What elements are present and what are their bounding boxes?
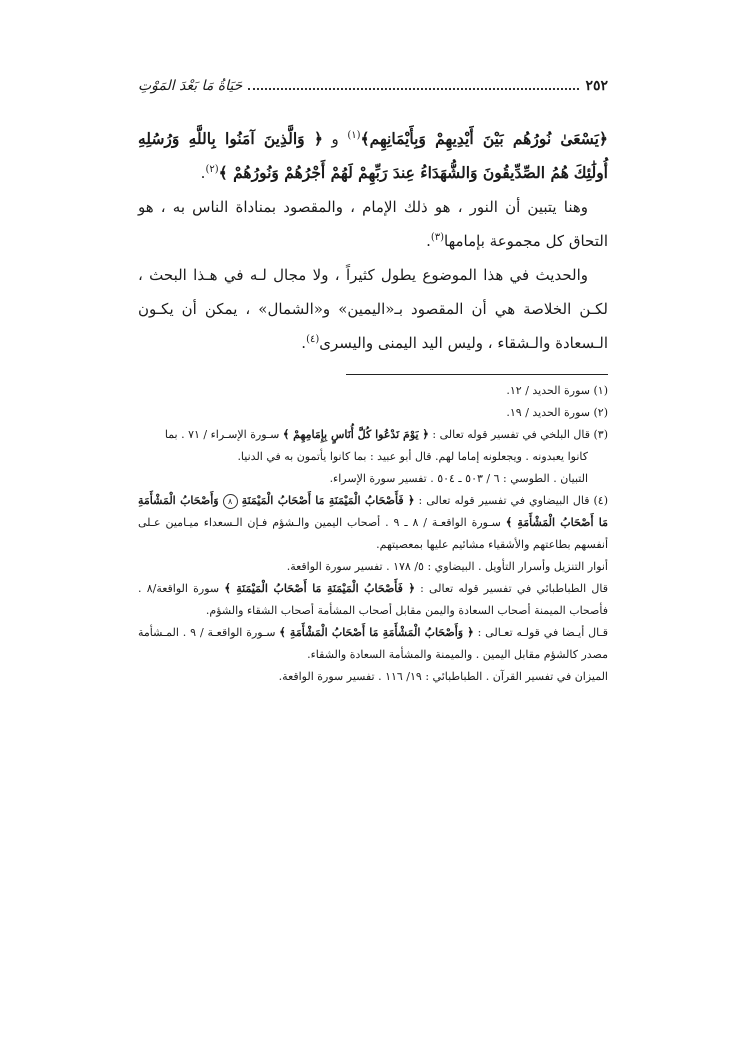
footnote-4-source-mizan: الميزان في تفسير القرآن . الطباطبائي : ١٩/ ١١٦ . تفسير سورة الواقعة. [278, 670, 608, 683]
paragraph-2-text: وهنا يتبين أن النور ، هو ذلك الإمام ، والمقصود بمناداة الناس به ، هو التحاق كل مجموعة بإمامها [138, 198, 608, 250]
footnote-3 [138, 424, 608, 446]
verse-end: . [200, 164, 206, 182]
footnote-4-tabatabai [138, 578, 608, 622]
footnote-3-line-2: كانوا يعبدونه . ويجعلونه إماما لهم. قال أبو عبيد : بما كانوا يأتمون به في الدنيا. [237, 450, 588, 463]
footnote-4-intro: (٤) قال البيضاوي في تفسير قوله تعالى : [414, 494, 608, 507]
verse-quote-2b: هُمُ الصِّدِّيقُونَ وَالشُّهَدَاءُ عِندَ رَبِّهِمْ لَهُمْ أَجْرُهُمْ وَنُورُهُمْ ﴾ [218, 163, 569, 182]
footnote-ref-1: (١) [347, 130, 361, 141]
footnote-2: (٢) سورة الحديد / ١٩. [506, 406, 608, 419]
paragraph-quran-verses [138, 122, 608, 190]
paragraph-2-end: . [426, 232, 431, 250]
ayah-number-mark: ٨ [223, 494, 238, 509]
page-number: ٢٥٢ [585, 78, 608, 94]
footnote-4 [138, 490, 608, 556]
footnote-ref-4: (٤) [306, 334, 320, 345]
paragraph-light-imam [138, 190, 608, 258]
footnote-divider [346, 374, 608, 375]
footnote-ref-2: (٢) [205, 164, 219, 175]
paragraph-3-end: . [301, 334, 307, 352]
tabatabai-verse: ﴿ فَأَصْحَابُ الْمَيْمَنَةِ مَا أَصْحَابُ الْمَيْمَنَةِ ﴾ [224, 582, 415, 595]
footnote-ref-3: (٣) [430, 232, 445, 243]
footnotes [138, 380, 608, 688]
footnote-4-verse-a: ﴿ فَأَصْحَابُ الْمَيْمَنَةِ مَا أَصْحَابُ الْمَيْمَنَةِ [241, 494, 415, 507]
verse-quote-1: ﴿يَسْعَىٰ نُورُهُم بَيْنَ أَيْدِيهِمْ وَبِأَيْمَانِهِم﴾ [360, 129, 608, 148]
paragraph-conclusion [138, 258, 608, 360]
footnote-4-also [138, 622, 608, 666]
dot-leader [248, 88, 579, 90]
footnote-3-intro: (٣) قال البلخي في تفسير قوله تعالى : [428, 428, 608, 441]
also-verse: ﴿ وَأَصْحَابُ الْمَشْأَمَةِ مَا أَصْحَابُ الْمَشْأَمَةِ ﴾ [279, 626, 474, 639]
conjunction: و [322, 130, 348, 148]
footnote-4-source-baydawi: أنوار التنزيل وأسرار التأويل . البيضاوي : ٥/ ١٧٨ . تفسير سورة الواقعة. [286, 560, 608, 573]
running-title: حَيَاةُ مَا بَعْدَ المَوْتِ [138, 78, 243, 94]
footnote-3-ref: سـورة الإسـراء / ٧١ . بما [164, 428, 283, 441]
main-text [138, 122, 608, 360]
also-intro: قـال أيـضا في قولـه تعـالى : [473, 626, 608, 639]
tabatabai-explanation: سورة الواقعة/٨ . فأصحاب الميمنة أصحاب السعادة واليمن مقابل أصحاب المشأمة أصحاب الشقاء والشؤم. [138, 582, 608, 617]
footnote-3-verse: ﴿ يَوْمَ نَدْعُوا كُلَّ أُنَاسٍ بِإِمَامِهِمْ ﴾ [282, 428, 429, 441]
verse-quote-2a: ﴿ وَالَّذِينَ آمَنُوا بِاللَّهِ وَرُسُلِهِ أُولَٰئِكَ [138, 129, 608, 182]
also-explanation: سـورة الواقعـة / ٩ . المـشأمة مصدر كالشؤم مقابل اليمين . والميمنة والمشأمة السعادة والشقاء. [138, 626, 608, 661]
footnote-1: (١) سورة الحديد / ١٢. [506, 384, 608, 397]
footnote-4-explanation: سـورة الواقعـة / ٨ ـ ٩ . أصحاب اليمين والـشؤم فـإن الـسعداء ميـامين عـلى أنفسهم بطاعتهم والأشقياء مشائيم عليها بمعصيتهم. [138, 516, 608, 551]
footnote-3-source: التبيان . الطوسي : ٦ / ٥٠٣ ـ ٥٠٤ . تفسير سورة الإسراء. [329, 472, 588, 485]
footnote-4-verse-b: وَأَصْحَابُ الْمَشْأَمَةِ مَا أَصْحَابُ الْمَشْأَمَةِ ﴾ [138, 494, 608, 529]
tabatabai-intro: قال الطباطبائي في تفسير قوله تعالى : [414, 582, 608, 595]
running-header [138, 74, 608, 98]
paragraph-3-text: والحديث في هذا الموضوع يطول كثيراً ، ولا مجال لـه في هـذا البحث ، لكـن الخلاصة هي أن المقصود بـ«اليمين» و«الشمال» ، يمكن أن يكـون الـسعادة والـشقاء ، وليس اليد اليمنى واليسرى [138, 266, 608, 352]
